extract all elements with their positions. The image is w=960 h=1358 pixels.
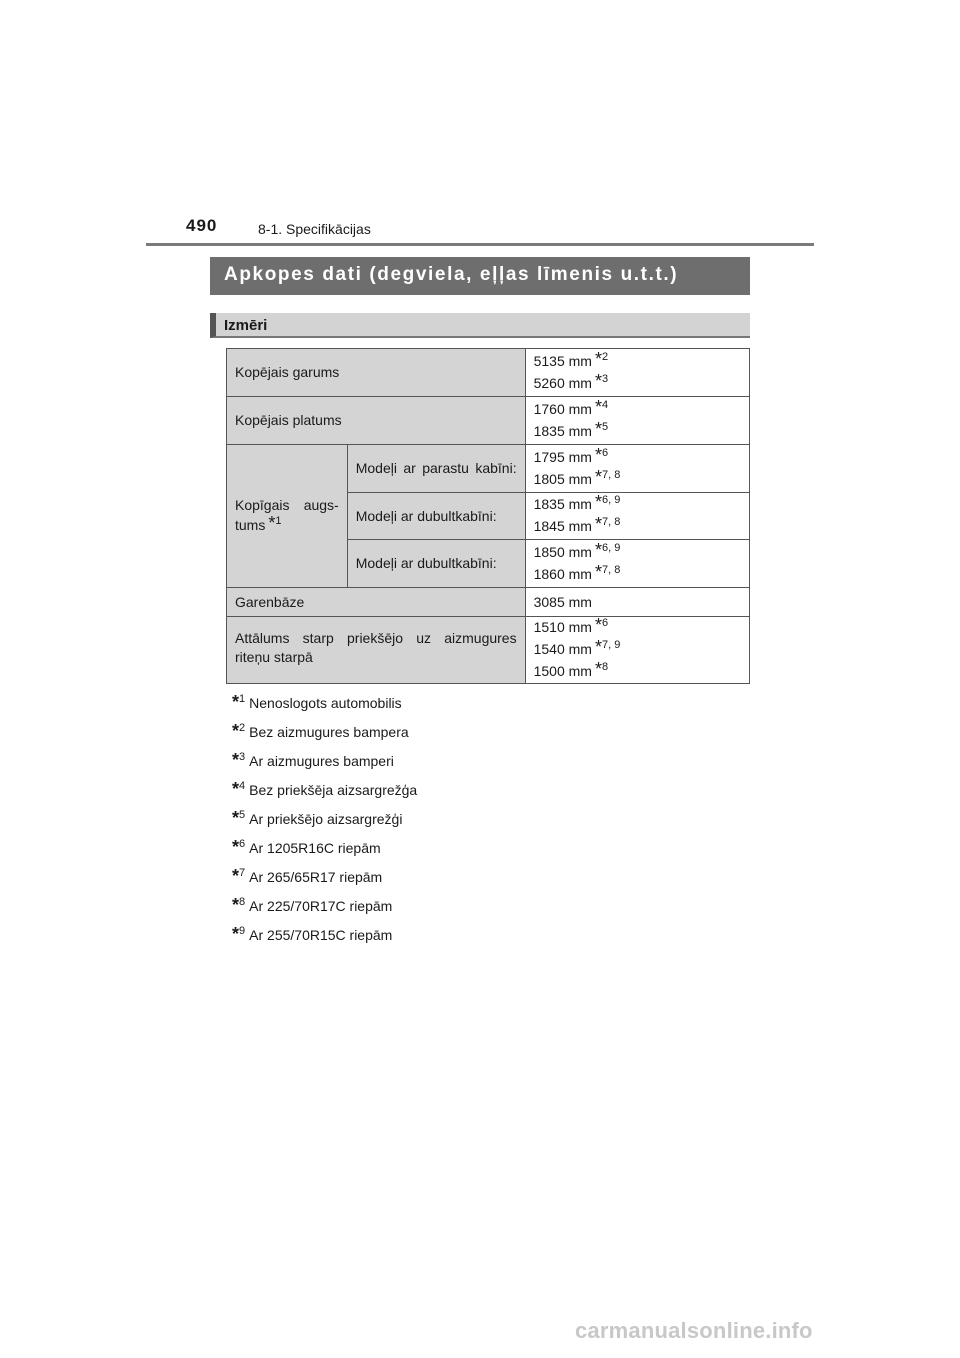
footnote-star: * [594, 348, 602, 369]
page-number: 490 [186, 216, 218, 235]
footnote-ref: 5 [601, 420, 609, 433]
row-label: Garenbāze [227, 588, 526, 617]
footnote-number: 6 [239, 838, 246, 850]
footnote-ref: 6 [601, 617, 609, 629]
table-row [227, 588, 750, 617]
footnote-star: * [594, 637, 602, 657]
footnote-star: * [594, 418, 602, 439]
row-label: Kopējais platums [227, 397, 526, 445]
footnote-star: * [594, 444, 602, 465]
row-value [525, 617, 749, 684]
footnote [232, 805, 417, 834]
footnote-ref: 7, 8 [601, 516, 621, 528]
table-row [227, 617, 750, 684]
footnote-ref: 6, 9 [601, 494, 621, 506]
footnote-star: * [232, 895, 240, 915]
value-text: 1845 mm [533, 518, 592, 534]
footnote-number: 4 [239, 780, 246, 792]
footnote [232, 747, 417, 776]
value-text: 1860 mm [533, 565, 592, 582]
row-label-text: Attālums starp priekšējo uz aizmugures riteņu starpā [235, 630, 517, 665]
footnote-star: * [594, 492, 602, 512]
footnote-text: Bez priekšēja aizsargrežģa [249, 782, 418, 798]
subheading: Izmēri [210, 313, 750, 338]
footnote-star: * [232, 692, 240, 712]
footnote-number: 7 [239, 867, 246, 879]
group-label [227, 445, 348, 588]
value-text: 1850 mm [533, 543, 592, 560]
footnote-ref: 6, 9 [601, 541, 621, 554]
footnote-text: Ar 1205R16C riepām [249, 840, 381, 856]
sub-label: Modeļi ar dubultkabīni: [347, 540, 525, 588]
group-label-line2: tums [235, 516, 266, 533]
footnote-star: * [594, 561, 602, 582]
footnotes [232, 689, 417, 950]
footnote-star: * [232, 866, 240, 886]
footnote-number: 8 [239, 896, 246, 908]
footnote-star: * [232, 779, 240, 799]
value-text: 1760 mm [533, 400, 592, 417]
title-bar: Apkopes dati (degviela, eļļas līmenis u.t.t.) [210, 257, 750, 295]
footnote-text: Nenoslogots automobilis [249, 695, 402, 711]
value-text: 1835 mm [533, 422, 592, 439]
row-value [525, 397, 749, 445]
footnote-text: Ar priekšējo aizsargrežģi [249, 811, 403, 827]
footnote [232, 892, 417, 921]
row-value [525, 349, 749, 397]
row-value [525, 445, 749, 493]
footnote-number: 1 [239, 693, 246, 705]
footnote-star: * [594, 615, 602, 635]
footnote-star: * [594, 370, 602, 391]
footnote [232, 921, 417, 950]
row-label [227, 617, 526, 684]
table-row [227, 397, 750, 445]
footnote-star: * [232, 750, 240, 770]
footnote-star: * [594, 514, 602, 534]
footnote-star: * [232, 924, 240, 944]
footnote-star: * [594, 466, 602, 487]
row-value [525, 540, 749, 588]
value-text: 5260 mm [533, 374, 592, 391]
footnote-number: 2 [239, 722, 246, 734]
footnote-star: * [594, 659, 602, 679]
footnote-text: Ar 255/70R15C riepām [249, 927, 393, 943]
footnote-number: 3 [239, 751, 246, 763]
sub-label: Modeļi ar dubultkabīni: [347, 493, 525, 540]
value-text: 1795 mm [533, 448, 592, 465]
footnote-ref: 6 [601, 446, 609, 459]
value-text: 5135 mm [533, 352, 592, 369]
footnote-ref: 3 [601, 372, 609, 385]
footnote-text: Ar 225/70R17C riepām [249, 898, 393, 914]
footnote-ref: 1 [275, 514, 282, 527]
footnote-ref: 4 [601, 398, 609, 411]
footnote-text: Ar 265/65R17 riepām [249, 869, 383, 885]
header-rule [146, 243, 814, 246]
sub-label [347, 445, 525, 493]
value-text: 1510 mm [533, 619, 592, 635]
value-text: 1805 mm [533, 470, 592, 487]
sub-label-text: Modeļi ar parastu kabīni: [355, 460, 517, 476]
table-row [227, 349, 750, 397]
dimensions-table [226, 348, 750, 684]
section-label: 8-1. Specifikācijas [258, 221, 371, 237]
footnote-ref: 2 [601, 350, 609, 363]
footnote-ref: 7, 8 [601, 468, 621, 481]
footnote [232, 863, 417, 892]
value-text: 1540 mm [533, 641, 592, 657]
footnote-star: * [232, 837, 240, 857]
footnote-ref: 8 [601, 661, 609, 673]
footnote-star: * [268, 512, 276, 533]
footnote [232, 776, 417, 805]
watermark: carmanualsonline.info [575, 1318, 813, 1343]
footnote-ref: 7, 8 [601, 563, 621, 576]
value-text: 1500 mm [533, 663, 592, 679]
footnote [232, 718, 417, 747]
value-text: 3085 mm [533, 593, 592, 610]
footnote-star: * [594, 396, 602, 417]
footnote-text: Ar aizmugures bamperi [249, 753, 394, 769]
table-row [227, 445, 750, 493]
footnote-ref: 7, 9 [601, 639, 621, 651]
row-value [525, 493, 749, 540]
row-label: Kopējais garums [227, 349, 526, 397]
footnote-text: Bez aizmugures bampera [249, 724, 409, 740]
footnote-number: 5 [239, 809, 246, 821]
group-label-line1: Kopīgais augs- [235, 496, 339, 513]
footnote-number: 9 [239, 925, 246, 937]
footnote-star: * [232, 808, 240, 828]
footnote-star: * [232, 721, 240, 741]
row-value [525, 588, 749, 617]
footnote-star: * [594, 539, 602, 560]
footnote [232, 689, 417, 718]
value-text: 1835 mm [533, 496, 592, 512]
footnote [232, 834, 417, 863]
